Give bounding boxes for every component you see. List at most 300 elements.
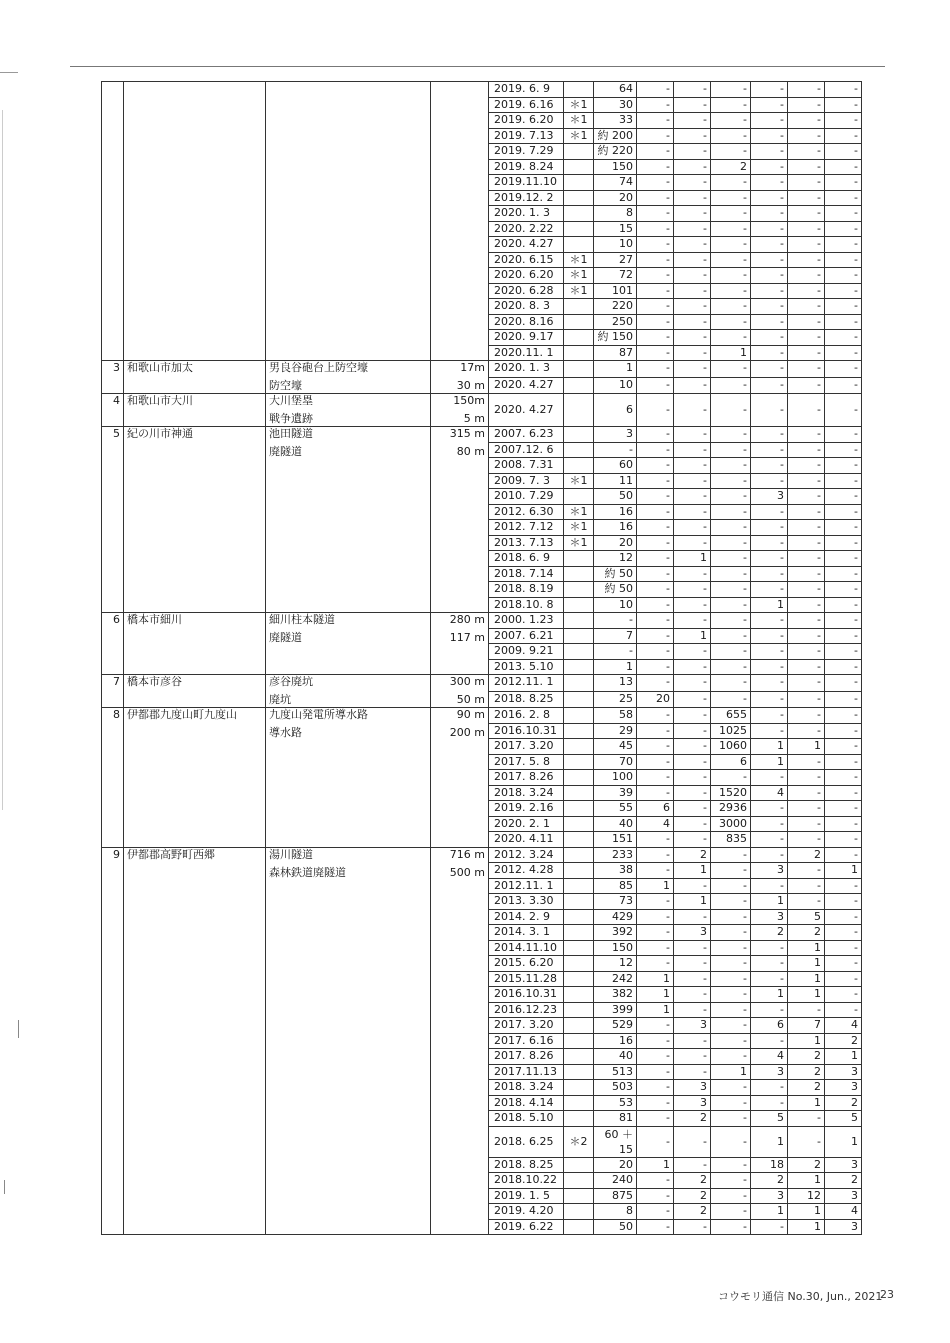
species-count-c: - (711, 1157, 751, 1173)
species-count-d: 4 (751, 1049, 788, 1065)
species-count-b: - (674, 739, 711, 755)
species-count-e: - (788, 878, 825, 894)
site-length (431, 708, 489, 848)
survey-note (564, 940, 594, 956)
bat-count: 10 (594, 597, 637, 613)
species-count-e: 1 (788, 940, 825, 956)
species-count-c: - (711, 82, 751, 98)
length-secondary: 80 m (456, 445, 485, 458)
survey-note: ＊1 (564, 252, 594, 268)
site-number: 3 (102, 361, 124, 394)
species-count-d: - (751, 361, 788, 378)
survey-date: 2013. 7.13 (489, 535, 564, 551)
species-count-c: 835 (711, 832, 751, 848)
site-location: 紀の川市神通 (124, 427, 266, 613)
species-count-a: - (637, 377, 674, 394)
species-count-e: 1 (788, 739, 825, 755)
bat-count: 151 (594, 832, 637, 848)
species-count-e: - (788, 894, 825, 910)
survey-note (564, 971, 594, 987)
species-count-c: - (711, 237, 751, 253)
site-name (266, 427, 431, 613)
species-count-c: - (711, 551, 751, 567)
bat-count: - (594, 442, 637, 458)
length-secondary: 30 m (456, 379, 485, 392)
survey-note (564, 1157, 594, 1173)
species-count-f: - (825, 644, 862, 660)
species-count-d: - (751, 956, 788, 972)
bat-count: 30 (594, 97, 637, 113)
survey-note (564, 427, 594, 443)
scan-tick (18, 1020, 19, 1038)
species-count-b: - (674, 675, 711, 692)
survey-note (564, 159, 594, 175)
survey-date: 2012.11. 1 (489, 675, 564, 692)
length-total: 150m (453, 394, 485, 407)
species-count-c: - (711, 1033, 751, 1049)
species-count-b: - (674, 504, 711, 520)
length-secondary: 5 m (463, 412, 485, 425)
species-count-c: - (711, 971, 751, 987)
species-count-d: - (751, 97, 788, 113)
species-count-d: 2 (751, 925, 788, 941)
site-location: 伊都郡高野町西郷 (124, 847, 266, 1235)
species-count-d: - (751, 644, 788, 660)
species-count-b: - (674, 442, 711, 458)
species-count-f: - (825, 551, 862, 567)
table-row (102, 394, 862, 427)
bat-count: 60 ＋ 15 (594, 1126, 637, 1157)
species-count-b: - (674, 1064, 711, 1080)
site-location: 橋本市細川 (124, 613, 266, 675)
survey-note (564, 785, 594, 801)
species-count-e: - (788, 816, 825, 832)
survey-note (564, 894, 594, 910)
species-count-a: - (637, 97, 674, 113)
species-count-b: - (674, 691, 711, 708)
species-count-a: - (637, 237, 674, 253)
bat-count: 38 (594, 863, 637, 879)
species-count-e: - (788, 723, 825, 739)
site-name (266, 394, 431, 427)
species-count-d: - (751, 535, 788, 551)
species-count-b: - (674, 754, 711, 770)
table-row (102, 613, 862, 629)
survey-note: ＊2 (564, 1126, 594, 1157)
species-count-a: - (637, 708, 674, 724)
species-count-e: - (788, 520, 825, 536)
bat-count: 約 220 (594, 144, 637, 160)
species-count-b: - (674, 1002, 711, 1018)
species-count-e: - (788, 175, 825, 191)
species-count-c: - (711, 1188, 751, 1204)
species-count-c: - (711, 987, 751, 1003)
species-count-c: - (711, 473, 751, 489)
species-count-a: - (637, 504, 674, 520)
species-count-f: - (825, 458, 862, 474)
species-count-f: - (825, 377, 862, 394)
species-count-c: - (711, 361, 751, 378)
survey-date: 2015.11.28 (489, 971, 564, 987)
survey-date: 2019. 6.20 (489, 113, 564, 129)
length-total: 17m (460, 361, 485, 374)
species-count-e: - (788, 221, 825, 237)
species-count-b: - (674, 299, 711, 315)
species-count-e: - (788, 268, 825, 284)
species-count-a: - (637, 1188, 674, 1204)
scan-edge (2, 110, 3, 810)
species-count-d: - (751, 847, 788, 863)
species-count-d: - (751, 299, 788, 315)
site-type: 森林鉄道廃隧道 (269, 865, 346, 879)
species-count-f: 2 (825, 1095, 862, 1111)
species-count-f: 1 (825, 1126, 862, 1157)
survey-date: 2017.11.13 (489, 1064, 564, 1080)
species-count-d: - (751, 221, 788, 237)
species-count-a: - (637, 473, 674, 489)
top-rule (70, 66, 885, 67)
species-count-f: - (825, 237, 862, 253)
survey-note (564, 675, 594, 692)
species-count-d: - (751, 504, 788, 520)
bat-count: 429 (594, 909, 637, 925)
species-count-f: - (825, 314, 862, 330)
length-secondary: 200 m (449, 726, 485, 739)
species-count-d: 3 (751, 489, 788, 505)
species-count-c: - (711, 394, 751, 427)
survey-note: ＊1 (564, 113, 594, 129)
length-secondary: 500 m (449, 865, 485, 879)
bat-count: 100 (594, 770, 637, 786)
species-count-e: - (788, 566, 825, 582)
species-count-a: - (637, 770, 674, 786)
survey-date: 2012.11. 1 (489, 878, 564, 894)
species-count-a: 6 (637, 801, 674, 817)
survey-note: ＊1 (564, 520, 594, 536)
species-count-b: - (674, 535, 711, 551)
species-count-f: - (825, 520, 862, 536)
bat-count: 1 (594, 361, 637, 378)
survey-date: 2019. 1. 5 (489, 1188, 564, 1204)
species-count-f: - (825, 82, 862, 98)
survey-note (564, 597, 594, 613)
survey-date: 2019. 6.22 (489, 1219, 564, 1235)
species-count-b: - (674, 708, 711, 724)
survey-date: 2017. 8.26 (489, 770, 564, 786)
species-count-f: - (825, 252, 862, 268)
species-count-b: 1 (674, 551, 711, 567)
length-secondary: 50 m (456, 693, 485, 706)
species-count-a: - (637, 221, 674, 237)
species-count-a: - (637, 659, 674, 675)
species-count-a: - (637, 175, 674, 191)
species-count-e: - (788, 252, 825, 268)
species-count-d: 1 (751, 597, 788, 613)
species-count-c: - (711, 252, 751, 268)
species-count-a: - (637, 940, 674, 956)
species-count-c: - (711, 1111, 751, 1127)
species-count-d: 1 (751, 754, 788, 770)
survey-date: 2012. 3.24 (489, 847, 564, 863)
species-count-c: - (711, 535, 751, 551)
survey-note (564, 1080, 594, 1096)
species-count-e: - (788, 863, 825, 879)
species-count-a: - (637, 330, 674, 346)
survey-note (564, 551, 594, 567)
species-count-b: - (674, 252, 711, 268)
survey-date: 2009. 9.21 (489, 644, 564, 660)
species-count-a: - (637, 535, 674, 551)
site-name (266, 613, 431, 675)
bat-count: 27 (594, 252, 637, 268)
species-count-f: - (825, 628, 862, 644)
species-count-b: 3 (674, 1095, 711, 1111)
bat-count: 40 (594, 816, 637, 832)
survey-note (564, 330, 594, 346)
survey-date: 2010. 7.29 (489, 489, 564, 505)
journal-citation: コウモリ通信 No.30, Jun., 2021 (718, 1290, 883, 1303)
survey-date: 2020. 1. 3 (489, 361, 564, 378)
species-count-d: - (751, 878, 788, 894)
species-count-f: - (825, 816, 862, 832)
survey-date: 2018.10.22 (489, 1173, 564, 1189)
table-row (102, 82, 862, 98)
species-count-d: - (751, 394, 788, 427)
bat-count: 16 (594, 1033, 637, 1049)
species-count-a: - (637, 1018, 674, 1034)
species-count-a: - (637, 361, 674, 378)
survey-note (564, 1188, 594, 1204)
scan-mark (0, 72, 18, 73)
species-count-b: - (674, 221, 711, 237)
species-count-d: - (751, 1095, 788, 1111)
species-count-f: - (825, 597, 862, 613)
species-count-f: - (825, 971, 862, 987)
survey-note (564, 925, 594, 941)
site-location: 和歌山市大川 (124, 394, 266, 427)
species-count-b: - (674, 1033, 711, 1049)
species-count-e: - (788, 314, 825, 330)
survey-note (564, 394, 594, 427)
survey-date: 2020. 4.27 (489, 377, 564, 394)
bat-count: 12 (594, 551, 637, 567)
species-count-e: 1 (788, 1095, 825, 1111)
species-count-e: - (788, 82, 825, 98)
site-length (431, 361, 489, 394)
species-count-b: - (674, 816, 711, 832)
survey-date: 2009. 7. 3 (489, 473, 564, 489)
species-count-b: - (674, 473, 711, 489)
species-count-a: - (637, 1111, 674, 1127)
species-count-d: 3 (751, 863, 788, 879)
species-count-b: 2 (674, 1188, 711, 1204)
survey-note (564, 987, 594, 1003)
species-count-f: 1 (825, 863, 862, 879)
species-count-b: 3 (674, 1080, 711, 1096)
species-count-a: - (637, 956, 674, 972)
species-count-a: - (637, 190, 674, 206)
species-count-b: - (674, 1049, 711, 1065)
bat-count: 10 (594, 377, 637, 394)
species-count-c: - (711, 691, 751, 708)
table-body (102, 82, 862, 1235)
species-count-e: - (788, 1126, 825, 1157)
species-count-d: 1 (751, 1204, 788, 1220)
survey-note (564, 801, 594, 817)
species-count-b: - (674, 206, 711, 222)
species-count-e: - (788, 832, 825, 848)
survey-date: 2017. 3.20 (489, 1018, 564, 1034)
species-count-a: - (637, 144, 674, 160)
survey-note: ＊1 (564, 97, 594, 113)
bat-count: 70 (594, 754, 637, 770)
species-count-b: - (674, 940, 711, 956)
species-count-e: - (788, 345, 825, 361)
survey-note (564, 206, 594, 222)
bat-count: 15 (594, 221, 637, 237)
site-length (431, 675, 489, 708)
species-count-a: - (637, 394, 674, 427)
species-count-e: 1 (788, 1204, 825, 1220)
species-count-e: 7 (788, 1018, 825, 1034)
species-count-e: - (788, 1002, 825, 1018)
species-count-d: - (751, 675, 788, 692)
species-count-a: - (637, 644, 674, 660)
bat-count: 64 (594, 82, 637, 98)
species-count-e: 1 (788, 1173, 825, 1189)
species-count-d: - (751, 1033, 788, 1049)
species-count-e: - (788, 659, 825, 675)
species-count-b: - (674, 566, 711, 582)
species-count-f: 5 (825, 1111, 862, 1127)
species-count-b: 2 (674, 1111, 711, 1127)
survey-note: ＊1 (564, 535, 594, 551)
site-location: 橋本市彦谷 (124, 675, 266, 708)
species-count-c: 2936 (711, 801, 751, 817)
bat-count: 約 200 (594, 128, 637, 144)
species-count-b: - (674, 113, 711, 129)
species-count-f: - (825, 801, 862, 817)
species-count-f: - (825, 427, 862, 443)
species-count-f: - (825, 299, 862, 315)
species-count-f: 2 (825, 1033, 862, 1049)
species-count-f: 3 (825, 1219, 862, 1235)
survey-note: ＊1 (564, 473, 594, 489)
species-count-e: - (788, 458, 825, 474)
survey-note (564, 361, 594, 378)
species-count-b: - (674, 832, 711, 848)
site-location: 和歌山市加太 (124, 361, 266, 394)
bat-count: 60 (594, 458, 637, 474)
species-count-f: - (825, 268, 862, 284)
species-count-c: 1520 (711, 785, 751, 801)
table-row (102, 847, 862, 863)
species-count-e: 2 (788, 1049, 825, 1065)
species-count-d: - (751, 832, 788, 848)
site-name-primary: 大川堡塁 (269, 394, 313, 407)
site-length (431, 613, 489, 675)
species-count-f: - (825, 582, 862, 598)
species-count-c: - (711, 1002, 751, 1018)
species-count-f: - (825, 473, 862, 489)
species-count-f: - (825, 566, 862, 582)
species-count-d: - (751, 520, 788, 536)
species-count-a: - (637, 785, 674, 801)
survey-note (564, 754, 594, 770)
bat-count: 58 (594, 708, 637, 724)
species-count-c: - (711, 770, 751, 786)
species-count-f: - (825, 221, 862, 237)
species-count-e: - (788, 535, 825, 551)
species-count-e: - (788, 473, 825, 489)
species-count-b: - (674, 394, 711, 427)
species-count-a: - (637, 427, 674, 443)
bat-count: 11 (594, 473, 637, 489)
species-count-f: - (825, 909, 862, 925)
species-count-d: 1 (751, 987, 788, 1003)
species-count-a: - (637, 925, 674, 941)
table-row (102, 361, 862, 378)
table-row (102, 427, 862, 443)
species-count-c: 6 (711, 754, 751, 770)
species-count-a: - (637, 832, 674, 848)
bat-count: 392 (594, 925, 637, 941)
species-count-a: - (637, 520, 674, 536)
survey-date: 2018. 6. 9 (489, 551, 564, 567)
survey-note (564, 1204, 594, 1220)
species-count-b: - (674, 159, 711, 175)
species-count-e: 1 (788, 956, 825, 972)
survey-note (564, 442, 594, 458)
survey-date: 2016.10.31 (489, 723, 564, 739)
survey-note (564, 82, 594, 98)
species-count-f: - (825, 175, 862, 191)
species-count-e: - (788, 644, 825, 660)
species-count-f: - (825, 489, 862, 505)
species-count-f: - (825, 442, 862, 458)
survey-date: 2007. 6.23 (489, 427, 564, 443)
survey-note (564, 1111, 594, 1127)
species-count-e: - (788, 97, 825, 113)
species-count-d: - (751, 1080, 788, 1096)
species-count-d: - (751, 377, 788, 394)
species-count-f: - (825, 940, 862, 956)
survey-date: 2016.10.31 (489, 987, 564, 1003)
species-count-c: - (711, 144, 751, 160)
survey-date: 2018. 7.14 (489, 566, 564, 582)
species-count-f: - (825, 394, 862, 427)
species-count-f: - (825, 159, 862, 175)
site-name-primary: 九度山発電所導水路 (269, 708, 368, 721)
species-count-e: 2 (788, 1157, 825, 1173)
species-count-d: 6 (751, 1018, 788, 1034)
survey-date: 2019.11.10 (489, 175, 564, 191)
survey-note (564, 458, 594, 474)
scan-tick (4, 1180, 5, 1194)
species-count-d: - (751, 252, 788, 268)
survey-date: 2019. 7.29 (489, 144, 564, 160)
survey-note (564, 1018, 594, 1034)
species-count-a: - (637, 566, 674, 582)
species-count-c: - (711, 175, 751, 191)
site-number: 8 (102, 708, 124, 848)
site-name (266, 708, 431, 848)
species-count-d: 4 (751, 785, 788, 801)
species-count-b: - (674, 956, 711, 972)
species-count-b: - (674, 330, 711, 346)
species-count-d: - (751, 128, 788, 144)
species-count-d: - (751, 345, 788, 361)
